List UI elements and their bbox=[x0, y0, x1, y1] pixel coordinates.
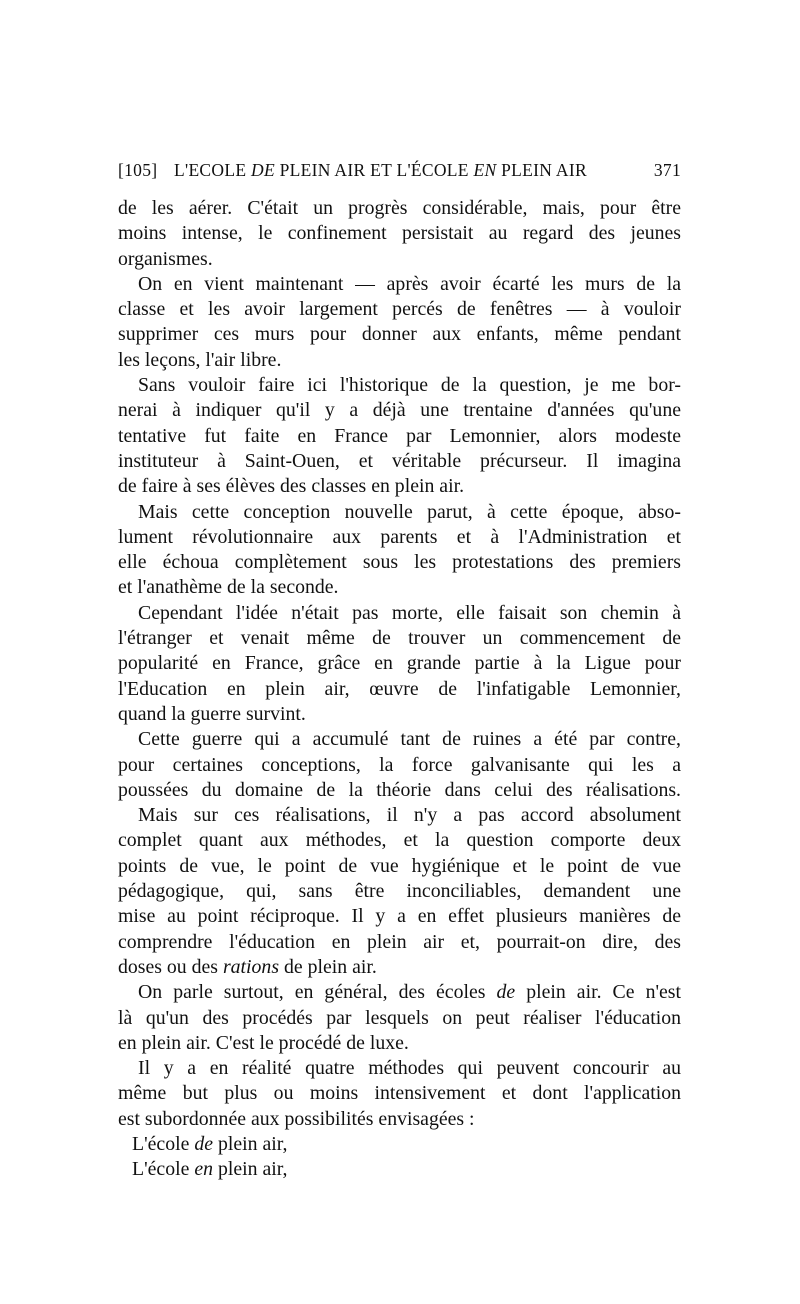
text-line: Cette guerre qui a accumulé tant de ruines a été par contre, bbox=[138, 728, 681, 751]
text-line: L'école de plein air, bbox=[132, 1132, 288, 1155]
text-line: lument révolutionnaire aux parents et à l'Administration et bbox=[118, 525, 681, 548]
text-line: quand la guerre survint. bbox=[118, 702, 306, 725]
text-line: poussées du domaine de la théorie dans celui des réalisations. bbox=[118, 778, 681, 801]
text-line: L'école en plein air, bbox=[132, 1158, 288, 1181]
text-line: Mais cette conception nouvelle parut, à cette époque, abso- bbox=[138, 500, 681, 523]
text-line: l'étranger et venait même de trouver un commencement de bbox=[118, 627, 681, 650]
running-title: L'ECOLE DE PLEIN AIR ET L'ÉCOLE EN PLEIN AIR bbox=[174, 160, 587, 180]
text-line: nerai à indiquer qu'il y a déjà une trentaine d'années qu'une bbox=[118, 399, 681, 422]
text-line: supprimer ces murs pour donner aux enfants, même pendant bbox=[118, 323, 681, 346]
text-line: mise au point réciproque. Il y a en effet plusieurs manières de bbox=[118, 905, 681, 928]
text-line: On en vient maintenant — après avoir écarté les murs de la bbox=[138, 272, 681, 295]
text-line: classe et les avoir largement percés de fenêtres — à vouloir bbox=[118, 298, 681, 321]
text-line: comprendre l'éducation en plein air et, pourrait-on dire, des bbox=[118, 930, 681, 953]
text-line: Mais sur ces réalisations, il n'y a pas accord absolument bbox=[138, 804, 681, 827]
text-line: les leçons, l'air libre. bbox=[118, 348, 282, 371]
text-line: de les aérer. C'était un progrès considérable, mais, pour être bbox=[118, 197, 681, 219]
text-line: tentative fut faite en France par Lemonnier, alors modeste bbox=[118, 424, 681, 447]
text-line: même but plus ou moins intensivement et dont l'application bbox=[118, 1082, 681, 1105]
text-line: doses ou des rations de plein air. bbox=[118, 955, 377, 978]
text-line: complet quant aux méthodes, et la question comporte deux bbox=[118, 829, 681, 852]
body-text bbox=[118, 196, 681, 1183]
text-line: elle échoua complètement sous les protestations des premiers bbox=[118, 551, 681, 574]
text-line: l'Education en plein air, œuvre de l'infatigable Lemonnier, bbox=[118, 677, 681, 700]
text-line: Cependant l'idée n'était pas morte, elle faisait son chemin à bbox=[138, 601, 681, 624]
text-line: et l'anathème de la seconde. bbox=[118, 576, 339, 599]
text-line: Il y a en réalité quatre méthodes qui peuvent concourir au bbox=[138, 1057, 681, 1080]
running-header bbox=[118, 160, 681, 186]
text-line: là qu'un des procédés par lesquels on peut réaliser l'éducation bbox=[118, 1006, 681, 1029]
text-line: de faire à ses élèves des classes en plein air. bbox=[118, 475, 465, 498]
text-line: pédagogique, qui, sans être inconciliables, demandent une bbox=[118, 880, 681, 903]
text-line: est subordonnée aux possibilités envisagées : bbox=[118, 1107, 475, 1130]
text-line: On parle surtout, en général, des écoles de plein air. Ce n'est bbox=[138, 981, 681, 1004]
page-number: 371 bbox=[653, 160, 681, 180]
text-line: moins intense, le confinement persistait au regard des jeunes bbox=[118, 222, 681, 245]
text-line: pour certaines conceptions, la force galvanisante qui les a bbox=[118, 753, 681, 776]
section-reference: [105] bbox=[118, 160, 158, 180]
text-line: instituteur à Saint-Ouen, et véritable précurseur. Il imagina bbox=[118, 449, 681, 472]
text-line: organismes. bbox=[118, 247, 213, 270]
text-line: Sans vouloir faire ici l'historique de la question, je me bor- bbox=[138, 374, 681, 397]
text-line: points de vue, le point de vue hygiénique et le point de vue bbox=[118, 854, 681, 877]
text-line: en plein air. C'est le procédé de luxe. bbox=[118, 1031, 409, 1054]
text-line: popularité en France, grâce en grande partie à la Ligue pour bbox=[118, 652, 681, 675]
